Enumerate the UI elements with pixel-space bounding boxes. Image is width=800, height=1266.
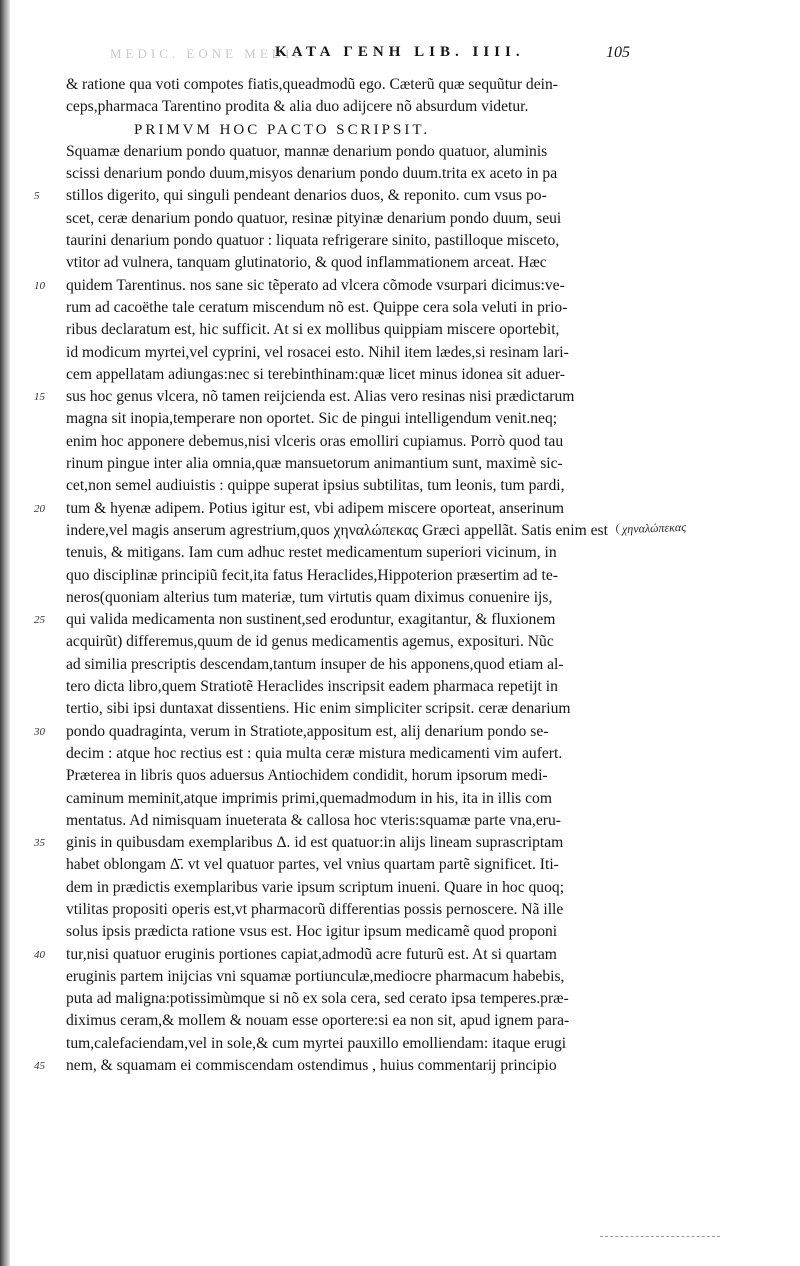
line-text: acquirũt) differemus,quum de id genus medicamentis agemus, exposituri. Nũc (66, 633, 554, 651)
line-number: 40 (34, 948, 45, 961)
text-line (34, 453, 626, 475)
show-through-text: MEDIC. EONE MEDIC (110, 46, 307, 61)
line-number: 20 (34, 502, 45, 515)
line-text: ceps,pharmaca Tarentino prodita & alia duo adijcere nõ absurdum videtur. (66, 98, 529, 116)
line-text: diximus ceram,& mollem & nouam esse oportere:si ea non sit, apud ignem para- (66, 1012, 570, 1030)
line-number: 35 (34, 837, 45, 850)
line-text: nem, & squamam ei commiscendam ostendimus , huius commentarij principio (66, 1057, 557, 1075)
running-title: ΚΑΤΑ ΓΕΝΗ LIB. IIII. (275, 44, 525, 60)
line-text: solus ipsis prædicta ratione vsus est. Hoc igitur ipsum medicamẽ quod proponi (66, 923, 558, 941)
line-text: sus hoc genus vlcera, nõ tamen reijcienda est. Alias vero resinas nisi prædictarum (66, 388, 575, 406)
text-line (34, 252, 626, 274)
line-text: puta ad maligna:potissimùmque si nõ ex sola cera, sed cerato ipsa temperes.præ- (66, 990, 569, 1008)
line-text: tero dicta libro,quem Stratiotẽ Heraclides inscripsit eadem pharmaca repetijt in (66, 678, 558, 696)
text-line (34, 587, 626, 609)
line-text: tur,nisi quatuor eruginis portiones capiat,admodũ acre futurũ est. At si quartam (66, 945, 557, 963)
bottom-ink-smudge (600, 1236, 720, 1240)
text-line (34, 788, 626, 810)
line-number: 15 (34, 391, 45, 404)
text-line (34, 899, 626, 921)
line-text: id modicum myrtei,vel cyprini, vel rosacei esto. Nihil item lædes,si resinam lari- (66, 343, 569, 361)
text-line (34, 319, 626, 341)
line-text: stillos digerito, qui singuli pendeant denarios duos, & reponito. cum vsus po- (66, 187, 547, 205)
text-line (34, 96, 626, 118)
text-line (34, 520, 626, 542)
text-line (34, 141, 626, 163)
text-line (34, 74, 626, 96)
handwritten-margin-note: χηναλώπεκας (621, 519, 687, 537)
line-text: scissi denarium pondo duum,misyos denarium pondo duum.trita ex aceto in pa (66, 165, 558, 183)
text-line (34, 832, 626, 854)
line-text: vtilitas propositi operis est,vt pharmacorũ differentias possis pernoscere. Nã ille (66, 900, 564, 918)
text-line (34, 408, 626, 430)
line-text: taurini denarium pondo quatuor : liquata refrigerare sinito, pastilloque misceto, (66, 232, 560, 250)
text-line (34, 565, 626, 587)
text-line (34, 921, 626, 943)
text-line (34, 364, 626, 386)
line-text: cet,non semel audiuistis : quippe superat ipsius subtilitas, tum leonis, tum pardi, (66, 477, 565, 495)
line-text: indere,vel magis anserum agrestrium,quos χηναλώπεκας Græci appellãt. Satis enim est (66, 521, 608, 539)
text-line (34, 631, 626, 653)
line-text: & ratione qua voti compotes fiatis,queadmodũ ego. Cæterũ quæ sequũtur dein- (66, 76, 558, 93)
text-line (34, 810, 626, 832)
text-line (34, 854, 626, 876)
page-edge-shadow (0, 0, 10, 1266)
line-text: Præterea in libris quos aduersus Antiochidem condidit, horum ipsorum medi- (66, 767, 548, 785)
line-text: Squamæ denarium pondo quatuor, mannæ denarium pondo quatuor, aluminis (66, 142, 548, 160)
text-line (34, 163, 626, 185)
line-text: tenuis, & mitigans. Iam cum adhuc restet medicamentum superiori vicinum, in (66, 544, 557, 562)
line-text: tum,calefaciendam,vel in sole,& cum myrtei pauxillo emolliendam: itaque erugi (66, 1034, 567, 1052)
text-line (34, 498, 626, 520)
line-text: caminum meminit,atque imprimis primi,quemadmodum in his, ita in illis com (66, 789, 552, 807)
text-line (34, 966, 626, 988)
text-line (34, 185, 626, 207)
text-line (34, 877, 626, 899)
text-line (34, 1055, 626, 1077)
text-line (34, 230, 626, 252)
line-text: pondo quadraginta, verum in Stratiote,appositum est, alij denarium pondo se- (66, 722, 549, 740)
body-text (34, 74, 626, 1077)
text-line (34, 342, 626, 364)
text-line (34, 988, 626, 1010)
text-line (34, 1010, 626, 1032)
line-text: qui valida medicamenta non sustinent,sed eroduntur, exagitantur, & fluxionem (66, 611, 556, 629)
line-text: habet oblongam Δ̄. vt vel quatuor partes, vel vnius quartam partẽ significet. Iti- (66, 856, 559, 874)
text-line (34, 765, 626, 787)
line-text: mentatus. Ad nimisquam inueterata & callosa hoc vteris:squamæ parte vna,eru- (66, 811, 561, 829)
text-line (34, 275, 626, 297)
line-number: 10 (34, 279, 45, 292)
text-line (34, 431, 626, 453)
line-text: cem appellatam adiungas:nec si terebinthinam:quæ licet minus idonea sit aduer- (66, 365, 565, 383)
line-number: 45 (34, 1060, 45, 1073)
text-line (34, 676, 626, 698)
line-text: quo disciplinæ principiũ fecit,ita fatus Heraclides,Hippoterion præsertim ad te- (66, 566, 558, 584)
line-text: rinum pingue inter alia omnia,quæ mansuetorum animantium sunt, maximè sic- (66, 455, 563, 473)
line-text: ad similia prescriptis descendam,tantum insuper de his apponens,quod etiam al- (66, 655, 564, 673)
text-line (34, 475, 626, 497)
text-line (34, 542, 626, 564)
line-text: vtitor ad vulnera, tanquam glutinatorio, & quod inflammationem arceat. Hæc (66, 254, 547, 272)
line-text: decim : atque hoc rectius est : quia multa ceræ mistura medicamenti vim aufert. (66, 744, 563, 762)
line-text: enim hoc apponere debemus,nisi vlceris oras emolliri cupiamus. Porrò quod tau (66, 432, 564, 450)
line-text: ginis in quibusdam exemplaribus Δ. id est quatuor:in alijs lineam suprascriptam (66, 834, 564, 852)
line-number: 25 (34, 614, 45, 627)
line-text: neros(quoniam alterius tum materiæ, tum virtutis quam diximus conuenire ijs, (66, 588, 553, 606)
line-text: quidem Tarentinus. nos sane sic tẽperato ad vlcera cõmode vsurpari dicimus:ve- (66, 276, 565, 294)
text-line (34, 386, 626, 408)
text-line (34, 721, 626, 743)
text-line (34, 208, 626, 230)
line-text: tertio, sibi ipsi duntaxat dissentiens. Hic enim simpliciter scripsit. ceræ denarium (66, 700, 571, 718)
text-line (34, 297, 626, 319)
page-number: 105 (606, 44, 630, 61)
line-text: tum & hyenæ adipem. Potius igitur est, vbi adipem miscere oporteat, anserinum (66, 499, 565, 517)
line-text: eruginis partem inijcias vni squamæ portiunculæ,mediocre pharmacum habebis, (66, 967, 565, 985)
running-header (100, 42, 630, 70)
line-number: 30 (34, 725, 45, 738)
section-heading (34, 119, 626, 141)
line-text: PRIMVM HOC PACTO SCRIPSIT. (134, 121, 431, 138)
line-text: scet, ceræ denarium pondo quatuor, resinæ pityinæ denarium pondo duum, seui (66, 209, 562, 227)
line-number: 5 (34, 190, 40, 203)
text-line (34, 743, 626, 765)
line-text: magna sit inopia,temperare non oportet. Sic de pingui intelligendum venit.neq; (66, 410, 558, 428)
text-line (34, 609, 626, 631)
text-line (34, 1033, 626, 1055)
line-text: dem in prædictis exemplaribus varie ipsum scriptum inueni. Quare in hoc quoq; (66, 878, 565, 896)
text-line (34, 654, 626, 676)
text-line (34, 944, 626, 966)
line-text: rum ad cacoëthe tale ceratum miscendum nõ est. Quippe cera sola veluti in prio- (66, 298, 568, 316)
line-text: ribus declaratum est, hic sufficit. At si ex mollibus quippiam miscere oportebit, (66, 321, 560, 339)
text-line (34, 698, 626, 720)
